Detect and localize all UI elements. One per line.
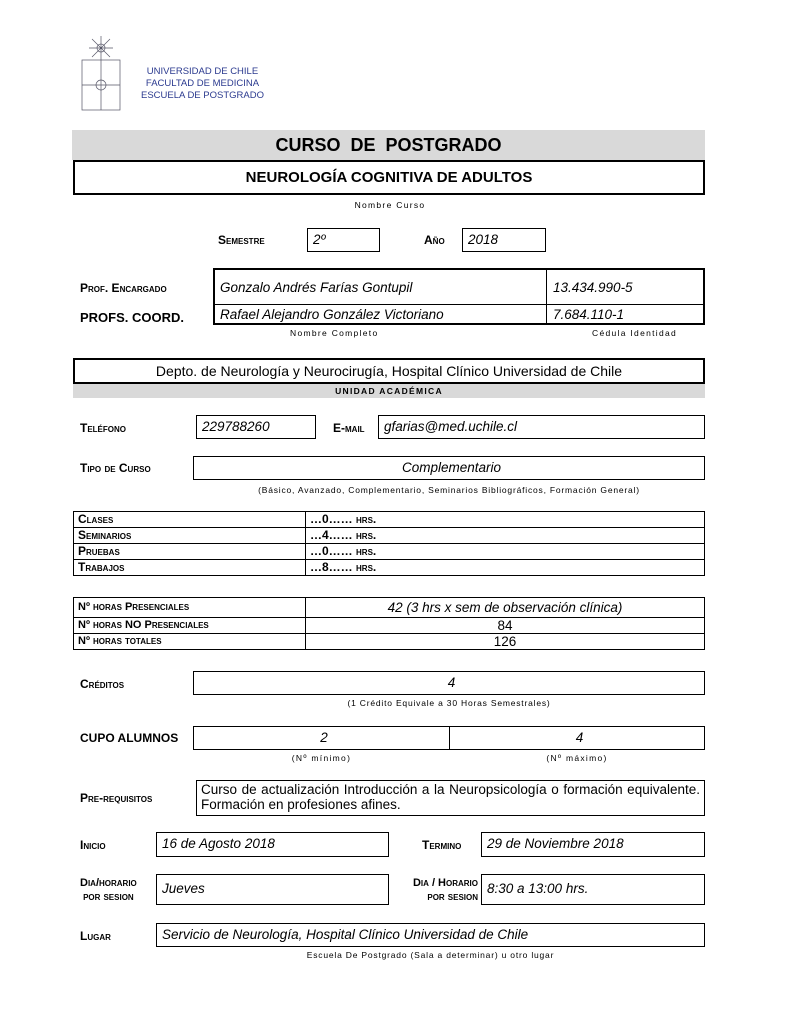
coord-label: PROFS. COORD.	[80, 310, 185, 325]
quota-max-caption: (Nº máximo)	[546, 753, 608, 763]
course-type-field: Complementario	[193, 456, 705, 480]
name-caption: Nombre Completo	[290, 328, 379, 338]
year-field: 2018	[462, 228, 546, 252]
course-name: NEUROLOGÍA COGNITIVA DE ADULTOS	[73, 160, 705, 195]
faculty-name: FACULTAD DE MEDICINA	[145, 78, 260, 89]
phone-field: 229788260	[196, 415, 316, 439]
prereq-label: Pre-requisitos	[80, 791, 153, 805]
email-label: E-mail	[333, 421, 365, 435]
academic-unit-caption: UNIDAD ACADÉMICA	[73, 384, 705, 398]
prof-id: 13.434.990-5	[553, 280, 633, 295]
prof-label: Prof. Encargado	[80, 281, 167, 295]
university-name: UNIVERSIDAD DE CHILE	[146, 66, 259, 77]
credits-field: 4	[193, 671, 705, 695]
document-page: UNIVERSIDAD DE CHILE FACULTAD DE MEDICINA ESCUELA DE POSTGRADO CURSO DE POSTGRADO NEUROLOGÍA COGNITIVA DE ADULTOS Nombre Curso Semestre 2º Año 2018 Prof. Encargado PROFS. COORD. Gonzalo Andrés Farías Gontupil 13.434.990-5 Rafael Alejandro González Victoriano 7.684.110-1 Nombre Completo Cédula Identidad Depto. de Neurología y Neurocirugía, Hospital Clínico Universidad de Chile UNIDAD ACADÉMICA Teléfono 229788260 E-mail gfarias@med.uchile.cl Tipo de Curso Complementario (Básico, Avanzado, Complementario, Seminarios Bibliográficos, Formación General) Clases …0…… hrs. Seminarios …4…… hrs. Pruebas …0…… hrs. Trabajos …8…… hrs. Nº horas Presenciales 42 (3 hrs x sem de observación clínica) Nº horas NO Presenciales 84 Nº horas totales 126 Créditos 4 (1 Crédito Equivale a 30 Horas Semestrales) CUPO ALUMNOS 2 4 (Nº mínimo) (Nº máximo) Pre-requisitos Curso de actualización Introducción a la Neuropsicología o formación equivalente. Formación en profesiones afines. Inicio 16 de Agosto 2018 Termino 29 de Noviembre 2018 Dia/horario por sesion Jueves Dia / Horario por sesion 8:30 a 13:00 hrs. Lugar Servicio de Neurología, Hospital Clínico Universidad de Chile Escuela De Postgrado (Sala a determinar) u otro lugar	[0, 0, 800, 1035]
id-caption: Cédula Identidad	[592, 328, 678, 338]
university-crest-logo	[80, 36, 122, 112]
credits-label: Créditos	[80, 677, 125, 691]
coord-name: Rafael Alejandro González Victoriano	[220, 307, 444, 322]
activities-table	[73, 511, 705, 576]
end-field: 29 de Noviembre 2018	[481, 832, 705, 857]
table-row: Pruebas …0…… hrs.	[74, 544, 705, 560]
course-name-caption: Nombre Curso	[354, 200, 426, 210]
prof-name: Gonzalo Andrés Farías Gontupil	[220, 280, 413, 295]
table-row: Trabajos …8…… hrs.	[74, 560, 705, 576]
day-field: Jueves	[156, 874, 389, 905]
quota-label: CUPO ALUMNOS	[80, 731, 179, 745]
quota-min-field: 2	[193, 726, 450, 750]
quota-min-caption: (Nº mínimo)	[291, 753, 352, 763]
start-label: Inicio	[80, 838, 106, 852]
academic-unit: Depto. de Neurología y Neurocirugía, Hospital Clínico Universidad de Chile	[73, 358, 705, 384]
course-type-label: Tipo de Curso	[80, 461, 151, 475]
semester-label: Semestre	[218, 233, 265, 247]
day-label: Dia/horario	[80, 877, 137, 889]
course-type-caption: (Básico, Avanzado, Complementario, Seminarios Bibliográficos, Formación General)	[258, 485, 640, 495]
year-label: Año	[424, 233, 445, 247]
table-row: Nº horas totales 126	[74, 634, 705, 650]
table-row: Nº horas Presenciales 42 (3 hrs x sem de observación clínica)	[74, 598, 705, 618]
table-row: Clases …0…… hrs.	[74, 512, 705, 528]
place-field: Servicio de Neurología, Hospital Clínico Universidad de Chile	[156, 923, 705, 947]
divider	[546, 268, 547, 325]
time-label: Dia / Horario	[412, 877, 478, 889]
prereq-field: Curso de actualización Introducción a la Neuropsicología o formación equivalente. Formación en profesiones afines.	[196, 780, 705, 816]
credits-caption: (1 Crédito Equivale a 30 Horas Semestrales)	[347, 698, 551, 708]
coord-id: 7.684.110-1	[553, 307, 625, 322]
email-field: gfarias@med.uchile.cl	[378, 415, 705, 439]
start-field: 16 de Agosto 2018	[156, 832, 389, 857]
place-label: Lugar	[80, 929, 111, 943]
table-row: Nº horas NO Presenciales 84	[74, 618, 705, 634]
hours-table	[73, 597, 705, 650]
table-row: Seminarios …4…… hrs.	[74, 528, 705, 544]
phone-label: Teléfono	[80, 421, 126, 435]
end-label: Termino	[422, 838, 462, 852]
time-field: 8:30 a 13:00 hrs.	[481, 874, 705, 905]
page-title: CURSO DE POSTGRADO	[72, 130, 705, 160]
semester-field: 2º	[307, 228, 380, 252]
quota-max-field: 4	[449, 726, 705, 750]
place-caption: Escuela De Postgrado (Sala a determinar) u otro lugar	[306, 950, 555, 960]
school-name: ESCUELA DE POSTGRADO	[140, 90, 264, 101]
